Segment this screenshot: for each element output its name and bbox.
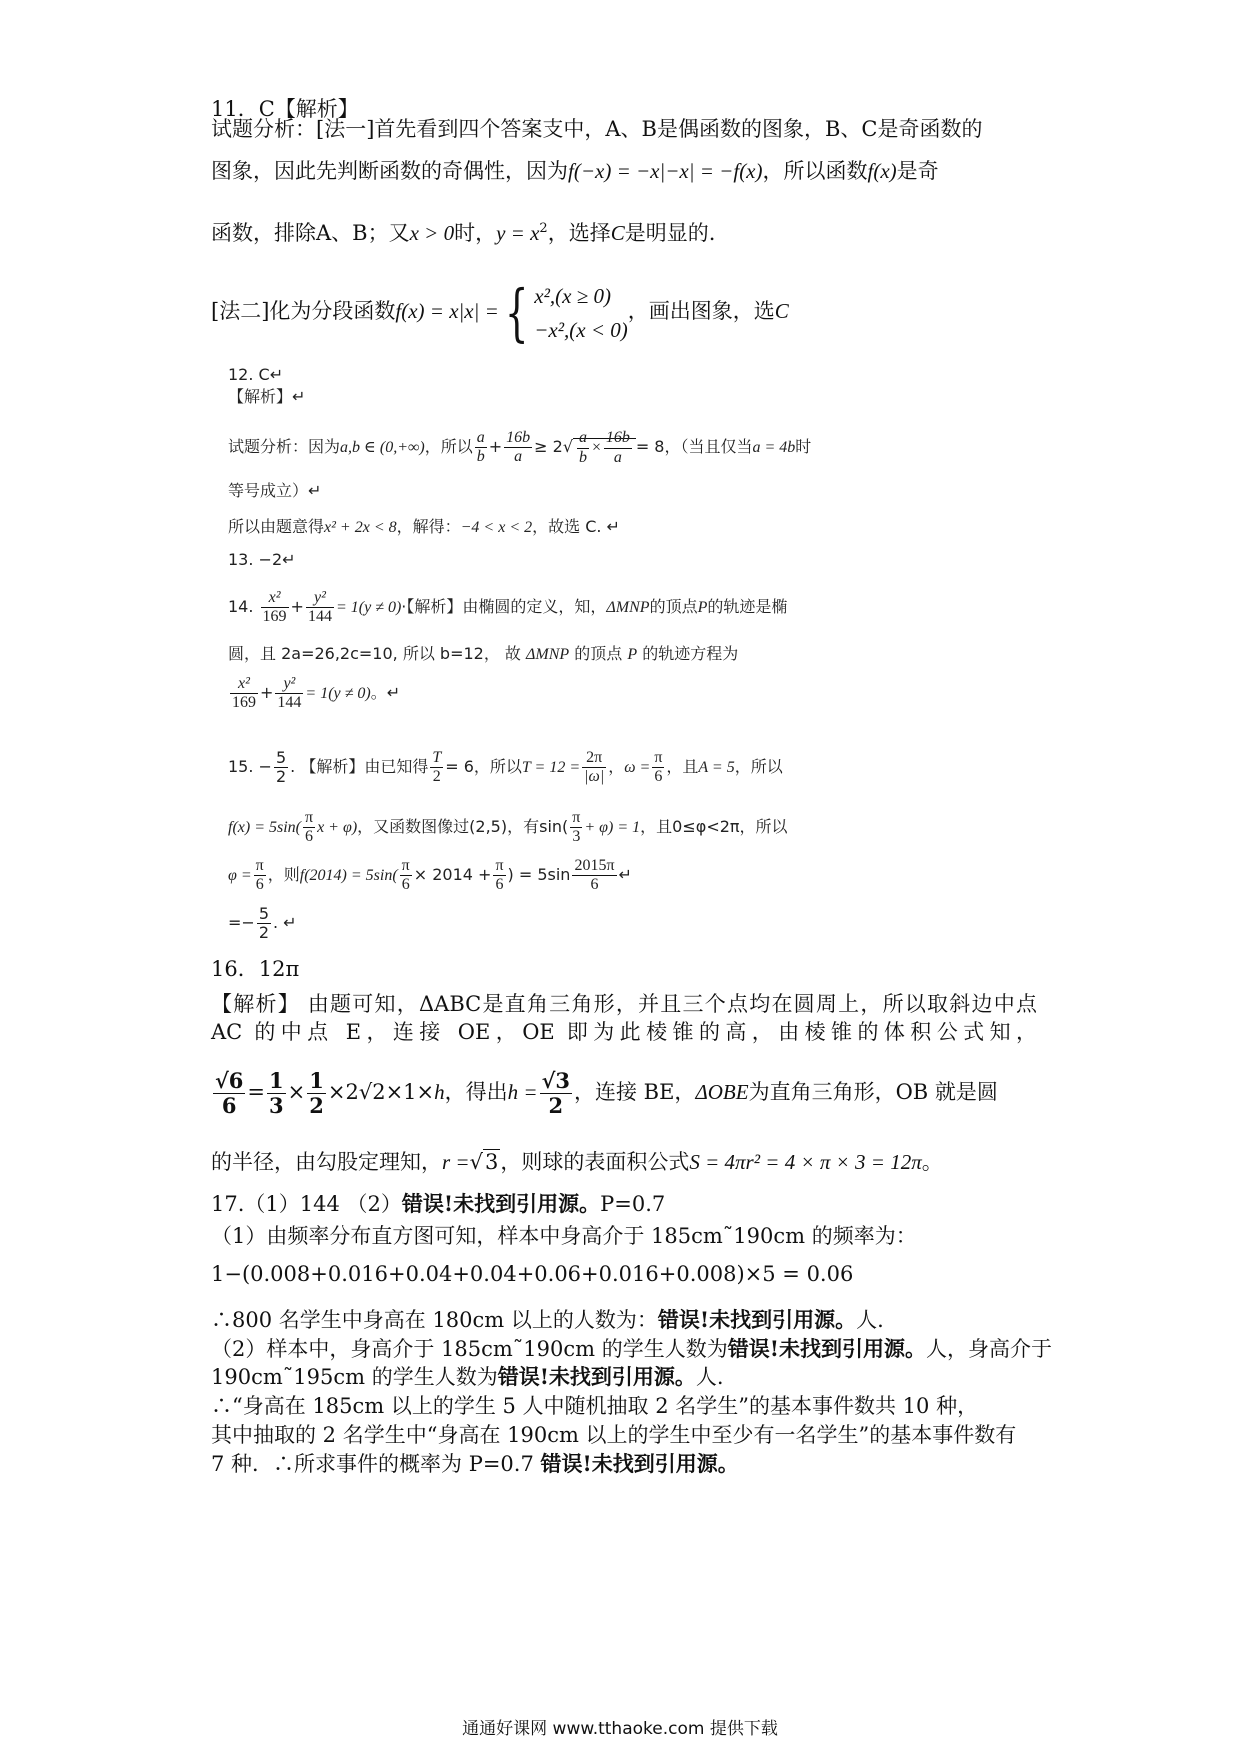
q11-line4: [法二]化为分段函数f(x) = x|x| ={ x²,(x ≥ 0) −x²,(x < 0)，画出图象，选C: [211, 275, 789, 349]
q11-line2: 图象，因此先判断函数的奇偶性，因为f(−x) = −x|−x| = −f(x)，所以函数f(x)是奇: [211, 159, 939, 183]
q16-line3: $\frac{√6}{6}$ = $\frac{1}{3}$ × $\frac{1}{2}$ ×2√2×1×h，得出h = $\frac{√3}{2}$ ，连接 BE，ΔOBE为直角三角形，OB 就是圆: [215, 1067, 998, 1118]
q17-line7: ∴“身高在 185cm 以上的学生 5 人中随机抽取 2 名学生”的基本事件数共 10 种，: [211, 1394, 979, 1418]
q11-line1: 试题分析：[法一]首先看到四个答案支中，A、B是偶函数的图象，B、C是奇函数的: [211, 117, 983, 141]
q14-line3: $\frac{\text{x²}}{169}$ + $\frac{\text{y²}}{144}$ = 1(y ≠ 0)。↵: [232, 674, 401, 711]
q12-tag: 【解析】↵: [228, 387, 306, 406]
q15-line1: 15. − $\frac{5}{2}$ . 【解析】由已知得 $\frac{T}{2}$ = 6，所以T = 12 = $\frac{2\pi}{|\omega|}$ ，ω = $\frac{\pi}{6}$ ，且A = 5，所以: [228, 747, 783, 786]
footer-source: 通通好课网 www.tthaoke.com 提供下载: [462, 1719, 778, 1739]
q17-line4: ∴800 名学生中身高在 180cm 以上的人数为：错误!未找到引用源。人.: [211, 1307, 884, 1332]
q14-line2: 圆，且 2a=26,2c=10, 所以 b=12， 故 ΔMNP 的顶点 P 的轨迹方程为: [228, 644, 739, 663]
q12-line3: 所以由题意得x² + 2x < 8，解得：−4 < x < 2，故选 C. ↵: [228, 517, 620, 536]
q17-line8: 其中抽取的 2 名学生中“身高在 190cm 以上的学生中至少有一名学生”的基本事件数有: [211, 1423, 1017, 1447]
q12-line1: 试题分析：因为a,b ∈ (0,+∞)，所以 $\frac{a}{b}$ + $\frac{16b}{a}$ ≥ 2√ $\frac{a}{b}$ × $\frac{16b}{a}$ = 8，（当且仅当a = 4b时: [228, 428, 812, 466]
q17-line5: （2）样本中，身高介于 185cm˜190cm 的学生人数为错误!未找到引用源。人，身高介于: [211, 1336, 1052, 1361]
q15-line4: =− $\frac{5}{2}$ . ↵: [228, 903, 297, 942]
q17-line3: 1−(0.008+0.016+0.04+0.04+0.06+0.016+0.008)×5 = 0.06: [211, 1262, 854, 1286]
q11-header: 11．C【解析】: [211, 97, 359, 121]
q17-line9: 7 种．∴所求事件的概率为 P=0.7 错误!未找到引用源。: [211, 1451, 739, 1476]
q14-line1: 14. $\frac{\text{x²}}{169}$ + $\frac{\text{y²}}{144}$ = 1(y ≠ 0)·【解析】由椭圆的定义，知，ΔMNP的顶点P的轨迹是椭: [228, 588, 788, 625]
q12-header: 12. C↵: [228, 365, 284, 384]
q12-line2: 等号成立）↵: [228, 481, 322, 500]
q15-line2: f(x) = 5sin( $\frac{\pi}{6}$ x + φ)，又函数图像过(2,5)，有sin( $\frac{\pi}{3}$ + φ) = 1，且0≤φ<2π，所以: [228, 808, 788, 845]
q16-header: 16．12π: [211, 957, 300, 981]
q16-line4: 的半径，由勾股定理知，r =√3，则球的表面积公式S = 4πr² = 4 × π × 3 = 12π。: [211, 1150, 943, 1174]
q11-line3: 函数，排除A、B；又x > 0时，$y = x^2$，选择C是明显的.: [211, 221, 716, 245]
q13-line: 13. −2↵: [228, 550, 296, 569]
q15-line3: φ = $\frac{\pi}{6}$ ，则f(2014) = 5sin( $\frac{\pi}{6}$ × 2014 + $\frac{\pi}{6}$ ) = 5sin $\frac{2015\pi}{6}$ ↵: [228, 856, 632, 893]
q17-line6: 190cm˜195cm 的学生人数为错误!未找到引用源。人.: [211, 1364, 724, 1389]
q17-line1: 17.（1）144 （2）错误!未找到引用源。P=0.7: [211, 1191, 666, 1216]
q16-line1: 【解析】 由题可知，ΔABC是直角三角形，并且三个点均在圆周上，所以取斜边中点: [211, 992, 1037, 1016]
q16-line2: AC 的中点 E，连接 OE，OE 即为此棱锥的高，由棱锥的体积公式知，: [211, 1020, 1037, 1044]
q17-line2: （1）由频率分布直方图可知，样本中身高介于 185cm˜190cm 的频率为：: [211, 1224, 917, 1248]
